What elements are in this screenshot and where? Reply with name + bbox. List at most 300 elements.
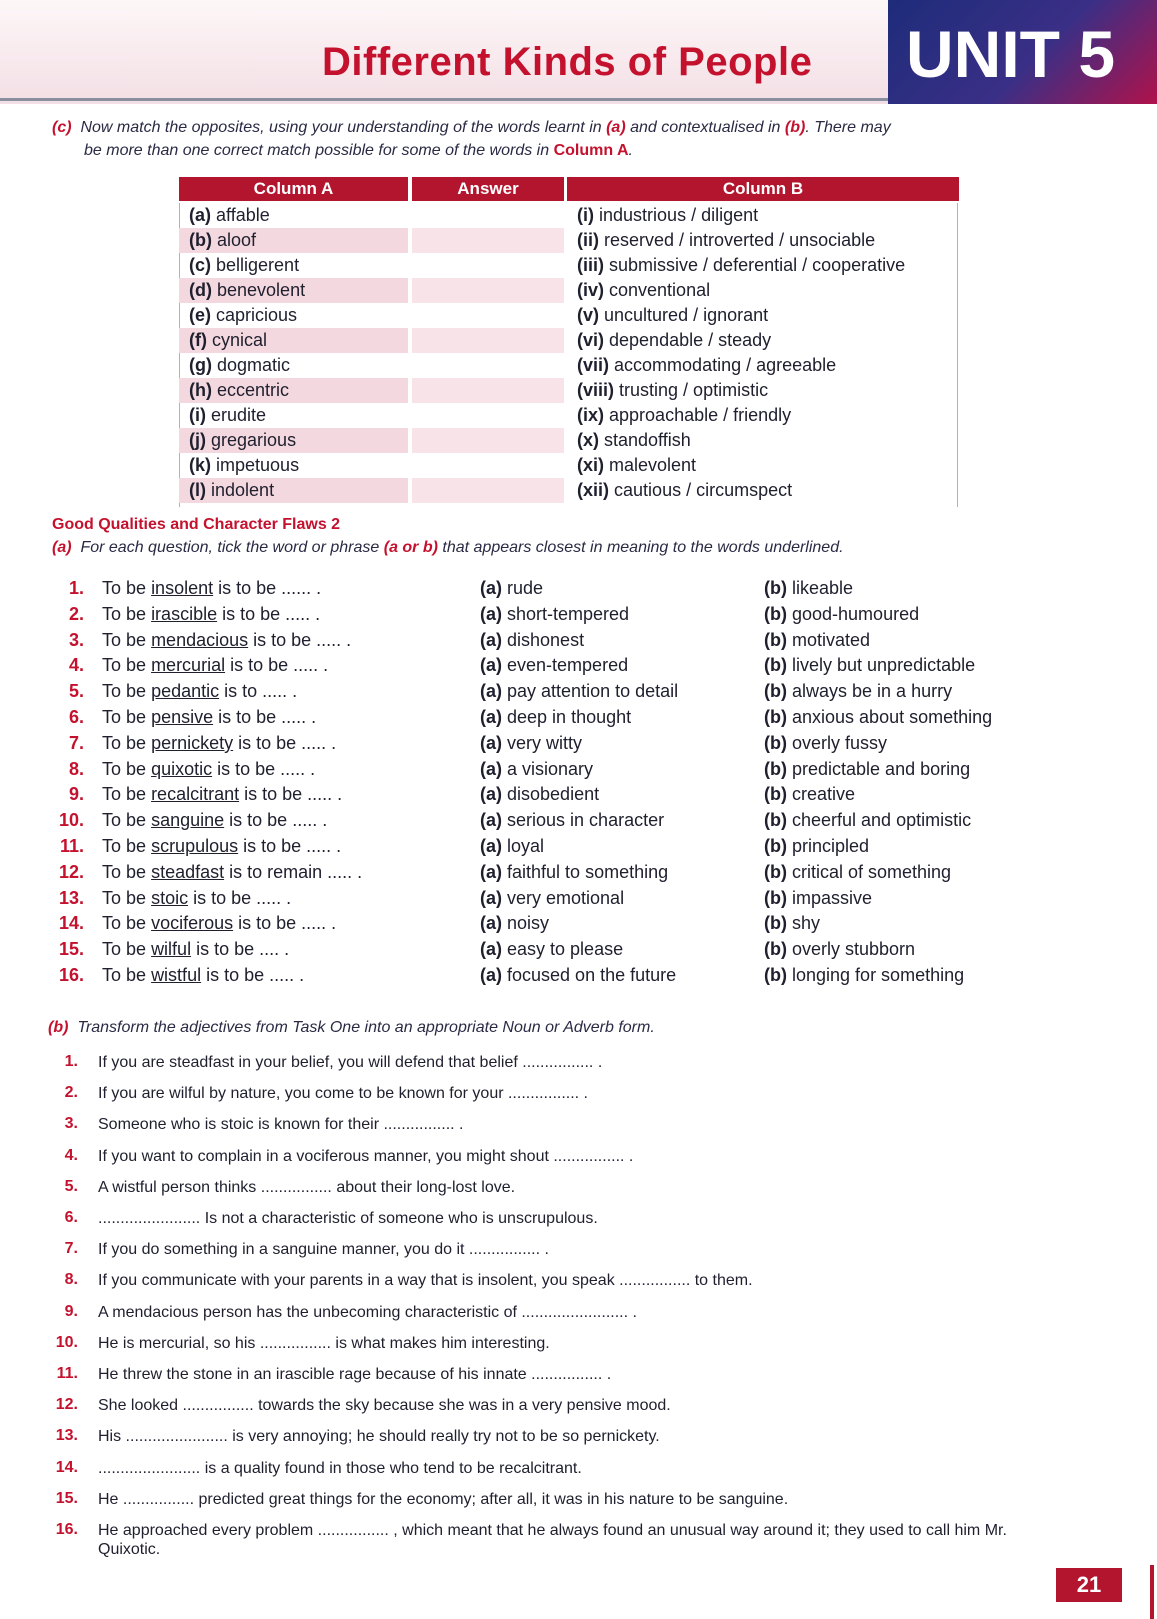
option-b-label: (b) [764,604,787,624]
answer-cell [412,378,564,403]
option-a[interactable] [480,630,584,651]
option-b-label: (b) [764,836,787,856]
column-b-word: cautious / circumspect [614,480,793,500]
column-b-item [567,403,957,428]
option-b-text: likeable [792,578,854,598]
question-text [102,759,315,780]
column-a-key: (h) [189,380,212,400]
option-a-text: rude [507,578,544,598]
option-b[interactable] [764,759,970,780]
column-b-key: (v) [577,305,599,325]
column-b-word: industrious / diligent [599,205,759,225]
page-title: Different Kinds of People [322,40,813,84]
option-b-text: longing for something [792,965,965,985]
option-b[interactable] [764,810,971,831]
option-a[interactable] [480,888,624,909]
option-b-text: creative [792,784,856,804]
question-text [102,707,316,728]
option-a-text: dishonest [507,630,585,650]
column-b-word: uncultured / ignorant [604,305,769,325]
transform-number: 3. [64,1115,78,1132]
option-a[interactable] [480,810,664,831]
question-row [0,913,1157,939]
page-number: 21 [1056,1568,1122,1602]
column-a-word: aloof [217,230,257,250]
option-a-label: (a) [480,707,502,727]
question-text [102,888,291,909]
option-b-text: always be in a hurry [792,681,953,701]
transform-number: 2. [64,1084,78,1101]
option-a-label: (a) [480,913,502,933]
option-b-label: (b) [764,810,787,830]
question-pre: To be [102,862,147,882]
underlined-word: pedantic [151,681,220,701]
question-text [102,681,297,702]
question-post: is to be ..... . [238,733,337,753]
transform-number: 5. [64,1178,78,1195]
question-row [0,733,1157,759]
transform-sentence: She looked ................ towards the sky because she was in a very pensive mood. [98,1397,671,1414]
underlined-word: steadfast [151,862,225,882]
option-a[interactable] [480,965,676,986]
column-a-word: erudite [211,405,267,425]
question-post: is to be ..... . [244,784,343,804]
column-b-item [567,378,957,403]
question-pre: To be [102,707,147,727]
unit-badge [888,0,1157,104]
column-b-key: (xii) [577,480,610,500]
transform-number: 12. [55,1396,78,1413]
option-b-label: (b) [764,655,787,675]
question-pre: To be [102,630,147,650]
option-a-label: (a) [480,965,502,985]
option-b-label: (b) [764,965,787,985]
underlined-word: scrupulous [151,836,239,856]
option-b[interactable] [764,733,887,754]
transform-sentence: If you are steadfast in your belief, you will defend that belief ................ . [98,1054,603,1071]
option-b-text: cheerful and optimistic [792,810,972,830]
column-b-item [567,203,957,228]
option-b[interactable] [764,604,919,625]
question-post: is to ..... . [224,681,298,701]
option-a-label: (a) [480,630,502,650]
option-a[interactable] [480,836,544,857]
question-number: 8. [68,759,84,779]
column-b-word: submissive / deferential / cooperative [609,255,906,275]
transform-sentence: He ................ predicted great things for the economy; after all, it was in his nature to be sanguine. [98,1491,789,1508]
option-b-text: overly fussy [792,733,888,753]
option-b-label: (b) [764,939,787,959]
column-a-word: impetuous [216,455,300,475]
column-a-key: (a) [189,205,211,225]
question-post: is to be ..... . [243,836,342,856]
column-b-key: (vi) [577,330,604,350]
question-row [0,810,1157,836]
column-a-word: cynical [212,330,268,350]
question-post: is to remain ..... . [229,862,363,882]
question-post: is to be .... . [196,939,290,959]
answer-cell [412,203,564,228]
question-number: 11. [59,836,84,856]
column-a-item [179,478,408,503]
transform-number: 1. [64,1053,78,1070]
option-b-label: (b) [764,733,787,753]
column-a-item [179,328,408,353]
transform-number: 14. [55,1459,78,1476]
question-number: 6. [68,707,84,727]
column-a-key: (g) [189,355,212,375]
transform-sentence: He threw the stone in an irascible rage because of his innate ................ . [98,1366,612,1383]
column-b-key: (iv) [577,280,604,300]
question-text [102,630,351,651]
option-a-text: pay attention to detail [507,681,679,701]
question-number: 3. [68,630,84,650]
option-a-label: (a) [480,681,502,701]
question-row [0,759,1157,785]
column-a-item [179,253,408,278]
transform-sentence: If you are wilful by nature, you come to be known for your ................ . [98,1085,588,1102]
column-a-item [179,303,408,328]
option-a-text: short-tempered [507,604,630,624]
question-row [0,655,1157,681]
option-b-text: critical of something [792,862,952,882]
column-b-word: malevolent [609,455,697,475]
option-a[interactable] [480,578,543,599]
question-number: 15. [58,939,84,959]
column-b-item [567,278,957,303]
option-b-text: anxious about something [792,707,993,727]
question-post: is to be ..... . [218,707,317,727]
column-b-item [567,478,957,503]
option-a-text: deep in thought [507,707,632,727]
column-a-key: (j) [189,430,206,450]
question-text [102,733,336,754]
column-a-item [179,453,408,478]
question-text [102,655,328,676]
column-a-word: capricious [216,305,298,325]
option-b[interactable] [764,707,992,728]
option-b[interactable] [764,630,870,651]
task-c-instruction-line1: (c) Now match the opposites, using your understanding of the words learnt in (a) and contextualised in (b). There may [52,119,891,136]
column-a-key: (i) [189,405,206,425]
transform-number: 9. [64,1303,78,1320]
option-a[interactable] [480,707,631,728]
transform-number: 15. [55,1490,78,1507]
underlined-word: irascible [151,604,218,624]
question-number: 9. [68,784,84,804]
option-b-label: (b) [764,681,787,701]
option-a-label: (a) [480,733,502,753]
question-number: 4. [68,655,84,675]
transform-sentence: He approached every problem ................ , which meant that he always found an unusual way around it; they used to call him Mr. Quixotic. [98,1522,1007,1558]
option-a-label: (a) [480,888,502,908]
question-row [0,888,1157,914]
option-a[interactable] [480,759,593,780]
column-a-item [179,228,408,253]
column-a-word: benevolent [217,280,306,300]
option-a-label: (a) [480,836,502,856]
column-b-key: (i) [577,205,594,225]
option-a-label: (a) [480,759,502,779]
transform-number: 4. [64,1147,78,1164]
column-a-key: (c) [189,255,211,275]
answer-cell [412,353,564,378]
option-b-label: (b) [764,759,787,779]
column-b-key: (ii) [577,230,599,250]
option-b-text: good-humoured [792,604,920,624]
question-row [0,836,1157,862]
underlined-word: sanguine [151,810,225,830]
question-number: 1. [68,578,84,598]
question-post: is to be ..... . [206,965,305,985]
option-b[interactable] [764,655,975,676]
question-pre: To be [102,810,147,830]
question-post: is to be ..... . [222,604,321,624]
underlined-word: pernickety [151,733,234,753]
column-b-item [567,228,957,253]
section2-instruction: (a) For each question, tick the word or phrase (a or b) that appears closest in meaning to the words underlined. [52,539,844,556]
option-a-label: (a) [480,604,502,624]
question-row [0,784,1157,810]
option-b[interactable] [764,965,964,986]
option-a-text: easy to please [507,939,624,959]
option-b[interactable] [764,784,855,805]
option-b-text: shy [792,913,821,933]
edge-marker [1150,1565,1154,1619]
header-answer: Answer [412,177,564,201]
question-post: is to be ...... . [218,578,322,598]
answer-cell [412,428,564,453]
question-number: 14. [58,913,84,933]
question-pre: To be [102,965,147,985]
column-a-word: indolent [211,480,275,500]
transform-number: 8. [64,1271,78,1288]
answer-cell [412,328,564,353]
column-a-item [179,353,408,378]
option-b-label: (b) [764,784,787,804]
column-b-item [567,328,957,353]
option-b-label: (b) [764,630,787,650]
question-pre: To be [102,655,147,675]
header-column-a: Column A [179,177,408,201]
question-text [102,939,289,960]
column-b-key: (iii) [577,255,604,275]
question-row [0,578,1157,604]
answer-column [412,203,564,503]
answer-cell [412,228,564,253]
option-b-label: (b) [764,707,787,727]
option-a-text: very emotional [507,888,625,908]
answer-cell [412,453,564,478]
option-b[interactable] [764,681,952,702]
question-number: 2. [68,604,84,624]
column-b-word: accommodating / agreeable [614,355,837,375]
transform-sentence: A mendacious person has the unbecoming characteristic of ........................ . [98,1304,637,1321]
option-b[interactable] [764,578,853,599]
option-a[interactable] [480,862,668,883]
column-b-word: approachable / friendly [609,405,792,425]
column-b-word: dependable / steady [609,330,772,350]
column-a-item [179,203,408,228]
transform-sentence: If you want to complain in a vociferous manner, you might shout ................ . [98,1148,634,1165]
column-a-item [179,428,408,453]
question-row [0,939,1157,965]
column-b-word: conventional [609,280,711,300]
underlined-word: wilful [151,939,192,959]
column-b-item [567,353,957,378]
question-text [102,810,327,831]
option-a-text: disobedient [507,784,600,804]
question-text [102,965,304,986]
underlined-word: recalcitrant [151,784,240,804]
column-b-word: reserved / introverted / unsociable [604,230,876,250]
underlined-word: quixotic [151,759,213,779]
question-text [102,862,362,883]
column-a-key: (b) [189,230,212,250]
transform-sentence: A wistful person thinks ................ about their long-lost love. [98,1179,516,1196]
header-column-b: Column B [567,177,959,201]
option-a-label: (a) [480,939,502,959]
option-a[interactable] [480,733,582,754]
option-a[interactable] [480,784,599,805]
column-a-key: (l) [189,480,206,500]
option-b-label: (b) [764,888,787,908]
question-post: is to be ..... . [217,759,316,779]
option-b[interactable] [764,888,872,909]
underlined-word: mendacious [151,630,249,650]
column-a-item [179,403,408,428]
column-b-list [567,203,958,507]
transform-number: 6. [64,1209,78,1226]
column-a-key: (d) [189,280,212,300]
option-b-text: impassive [792,888,873,908]
option-b-text: lively but unpredictable [792,655,976,675]
answer-cell [412,403,564,428]
column-b-key: (vii) [577,355,610,375]
column-a-key: (k) [189,455,211,475]
column-a-word: dogmatic [217,355,291,375]
option-a-text: loyal [507,836,545,856]
option-a[interactable] [480,913,549,934]
transform-sentence: ....................... Is not a characteristic of someone who is unscrupulous. [98,1210,598,1227]
option-b-text: predictable and boring [792,759,971,779]
column-b-key: (viii) [577,380,615,400]
column-b-key: (ix) [577,405,604,425]
option-a-text: focused on the future [507,965,677,985]
option-b[interactable] [764,862,951,883]
question-number: 10. [58,810,84,830]
task-c-instruction-line2: be more than one correct match possible for some of the words in Column A. [84,142,633,159]
question-row [0,604,1157,630]
underlined-word: stoic [151,888,189,908]
transform-sentence: Someone who is stoic is known for their ................ . [98,1116,464,1133]
column-a-list [179,203,408,503]
transform-sentence: He is mercurial, so his ................ is what makes him interesting. [98,1335,550,1352]
question-post: is to be ..... . [253,630,352,650]
question-pre: To be [102,836,147,856]
underlined-word: wistful [151,965,202,985]
option-a[interactable] [480,655,628,676]
question-text [102,578,321,599]
question-number: 12. [58,862,84,882]
question-pre: To be [102,913,147,933]
section-title: Good Qualities and Character Flaws 2 [52,516,341,533]
column-b-key: (x) [577,430,599,450]
option-a-label: (a) [480,578,502,598]
question-number: 7. [68,733,84,753]
column-b-item [567,428,957,453]
transform-number: 10. [55,1334,78,1351]
option-b-text: overly stubborn [792,939,916,959]
question-pre: To be [102,759,147,779]
question-text [102,604,320,625]
question-row [0,681,1157,707]
option-b[interactable] [764,836,869,857]
option-a-label: (a) [480,810,502,830]
question-post: is to be ..... . [230,655,329,675]
option-a-label: (a) [480,655,502,675]
column-b-item [567,453,957,478]
column-a-word: affable [216,205,270,225]
underlined-word: pensive [151,707,214,727]
option-a-text: faithful to something [507,862,669,882]
option-a[interactable] [480,681,678,702]
option-b-text: motivated [792,630,871,650]
option-a[interactable] [480,604,629,625]
transform-sentence: If you do something in a sanguine manner, you do it ................ . [98,1241,549,1258]
option-a-text: a visionary [507,759,594,779]
question-pre: To be [102,681,147,701]
option-b[interactable] [764,939,915,960]
option-b-label: (b) [764,913,787,933]
question-number: 16. [58,965,84,985]
question-row [0,630,1157,656]
column-a-word: gregarious [211,430,297,450]
column-a-word: eccentric [217,380,290,400]
option-b-label: (b) [764,862,787,882]
option-a-text: even-tempered [507,655,629,675]
column-a-item [179,278,408,303]
transform-number: 7. [64,1240,78,1257]
option-a-text: serious in character [507,810,665,830]
underlined-word: mercurial [151,655,226,675]
option-b[interactable] [764,913,820,934]
column-b-item [567,303,957,328]
question-row [0,707,1157,733]
option-a-label: (a) [480,862,502,882]
column-a-key: (f) [189,330,207,350]
column-b-key: (xi) [577,455,604,475]
question-row [0,862,1157,888]
underlined-word: insolent [151,578,214,598]
unit-label: UNIT 5 [906,17,1116,91]
question-pre: To be [102,939,147,959]
underlined-word: vociferous [151,913,234,933]
header-rule [0,98,890,101]
answer-cell [412,278,564,303]
transform-number: 13. [55,1427,78,1444]
column-a-item [179,378,408,403]
matching-table [179,177,959,507]
answer-cell [412,303,564,328]
answer-cell [412,478,564,503]
option-a-text: very witty [507,733,583,753]
transform-sentence: His ....................... is very annoying; he should really try not to be so pernickety. [98,1428,660,1445]
option-a[interactable] [480,939,623,960]
question-post: is to be ..... . [229,810,328,830]
transform-sentence: ....................... is a quality found in those who tend to be recalcitrant. [98,1460,582,1477]
option-a-text: noisy [507,913,550,933]
